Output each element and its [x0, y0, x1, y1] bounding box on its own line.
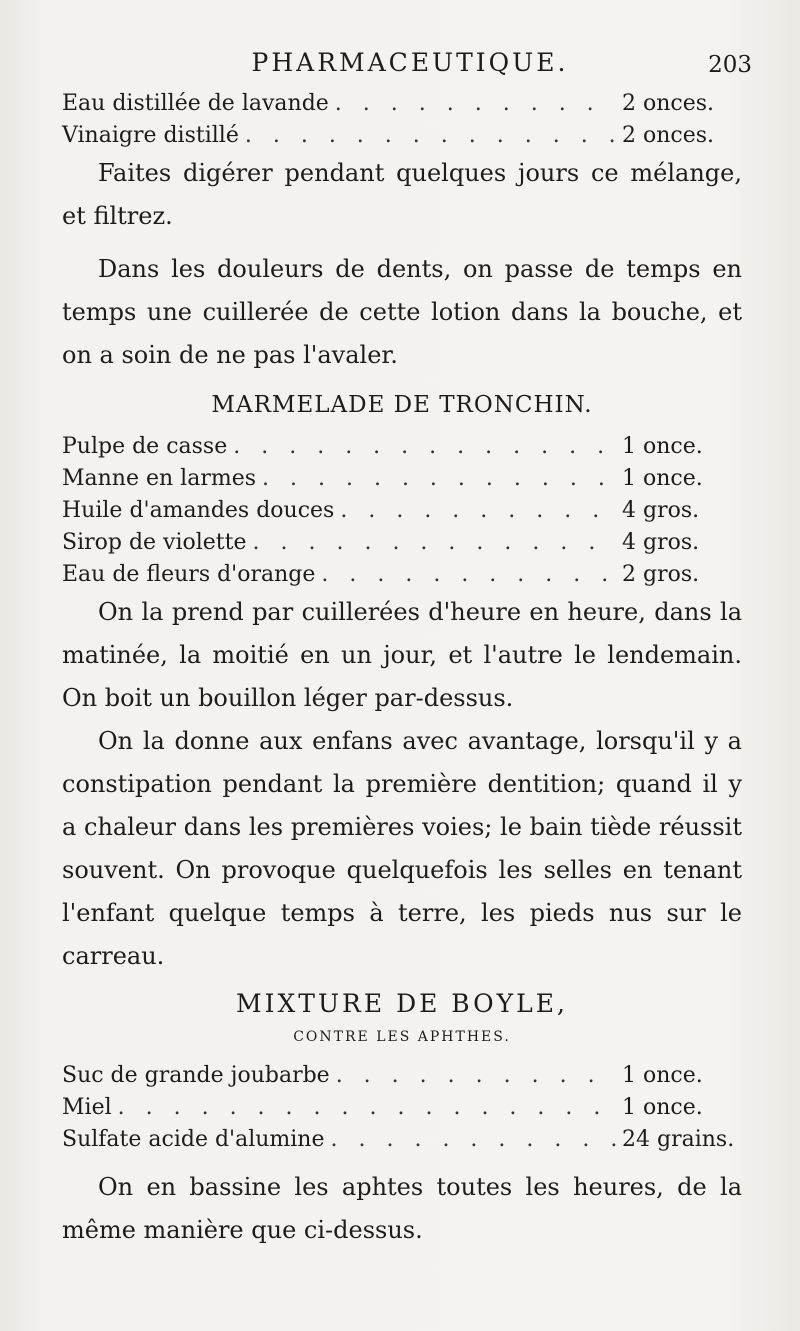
ingredient-qty: 4 gros. — [622, 530, 700, 555]
ingredient-name: Suc de grande joubarbe — [62, 1063, 330, 1088]
leader-dots — [331, 1124, 617, 1156]
ingredient-row — [62, 1124, 742, 1156]
ingredient-name: Pulpe de casse — [62, 434, 228, 459]
leader-dots — [340, 495, 616, 527]
ingredient-name: Sirop de violette — [62, 530, 247, 555]
ingredient-row — [62, 463, 742, 495]
ingredient-qty: 4 gros. — [622, 498, 700, 523]
section-title: MARMELADE DE TRONCHIN. — [211, 392, 593, 418]
ingredient-row — [62, 527, 742, 559]
ingredient-qty: 1 once. — [622, 466, 703, 491]
leader-dots — [118, 1092, 616, 1124]
ingredient-name: Eau de fleurs d'orange — [62, 562, 316, 587]
paragraph: Dans les douleurs de dents, on passe de temps en temps une cuillerée de cette lotion dans la bouche, et on a soin de ne pas l'avaler. — [62, 255, 742, 369]
section-title: MIXTURE DE BOYLE, — [236, 989, 568, 1018]
ingredient-name: Huile d'amandes douces — [62, 498, 335, 523]
paragraph: Faites digérer pendant quelques jours ce mélange, et filtrez. — [62, 159, 742, 230]
leader-dots — [335, 88, 616, 120]
ingredient-name: Sulfate acide d'alumine — [62, 1127, 325, 1152]
ingredient-qty: 2 onces. — [622, 91, 715, 116]
ingredient-qty: 2 gros. — [622, 562, 700, 587]
leader-dots — [245, 120, 616, 152]
ingredient-name: Miel — [62, 1095, 112, 1120]
leader-dots — [262, 463, 616, 495]
paragraph: On la donne aux enfans avec avantage, lorsqu'il y a constipation pendant la première dentition; quand il y a chaleur dans les premières voies; le bain tiède réussit souvent. On provoque quelquefois les selles en tenant l'enfant quelque temps à terre, les pieds nus sur le carreau. — [62, 727, 742, 970]
ingredient-name: Vinaigre distillé — [62, 123, 239, 148]
ingredient-row — [62, 1060, 742, 1092]
section-subtitle: CONTRE LES APHTHES. — [293, 1029, 511, 1045]
ingredient-row — [62, 1092, 742, 1124]
ingredient-qty: 24 grains. — [622, 1127, 735, 1152]
ingredient-row — [62, 559, 742, 591]
page-number: 203 — [708, 52, 752, 78]
ingredient-name: Eau distillée de lavande — [62, 91, 329, 116]
ingredient-name: Manne en larmes — [62, 466, 257, 491]
ingredient-row — [62, 431, 742, 463]
running-head: PHARMACEUTIQUE. — [251, 48, 569, 77]
ingredient-qty: 1 once. — [622, 434, 703, 459]
ingredient-qty: 1 once. — [622, 1095, 703, 1120]
leader-dots — [336, 1060, 616, 1092]
leader-dots — [321, 559, 616, 591]
page-header — [60, 44, 760, 84]
ingredient-row — [62, 120, 742, 152]
ingredient-row — [62, 495, 742, 527]
leader-dots — [233, 431, 616, 463]
paragraph: On la prend par cuillerées d'heure en heure, dans la matinée, la moitié en un jour, et l'autre le lendemain. On boit un bouillon léger par-dessus. — [62, 598, 742, 712]
ingredient-qty: 1 once. — [622, 1063, 703, 1088]
paragraph: On en bassine les aphtes toutes les heures, de la même manière que ci-dessus. — [62, 1173, 742, 1244]
leader-dots — [253, 527, 616, 559]
ingredient-row — [62, 88, 742, 120]
ingredient-qty: 2 onces. — [622, 123, 715, 148]
page-content — [62, 88, 742, 1252]
